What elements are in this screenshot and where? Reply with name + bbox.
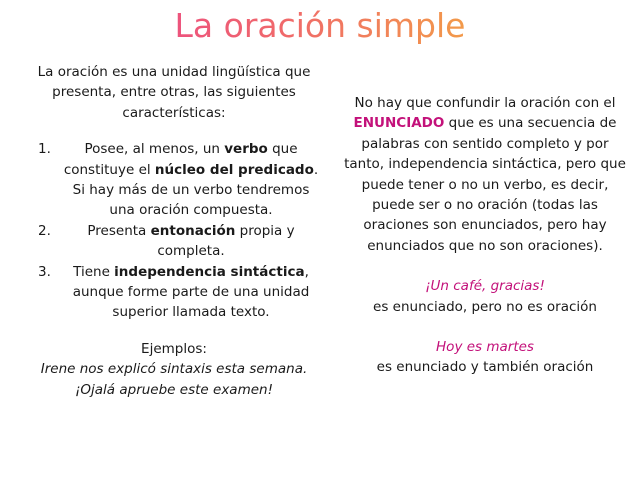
page-title: La oración simple xyxy=(0,4,640,48)
list-item xyxy=(24,221,324,262)
example-sentence: ¡Ojalá apruebe este examen! xyxy=(74,381,274,398)
bold-term: independencia sintáctica xyxy=(114,263,305,280)
example-note: es enunciado, pero no es oración xyxy=(373,298,597,315)
enunciado-term: ENUNCIADO xyxy=(353,115,445,132)
left-column xyxy=(24,62,324,400)
example-sentence: Hoy es martes xyxy=(436,339,534,356)
enunciado-paragraph xyxy=(340,93,630,256)
intro-paragraph: La oración es una unidad lingüística que presenta, entre otras, las siguientes características: xyxy=(37,64,311,121)
right-column xyxy=(340,93,630,378)
bold-term: núcleo del predicado xyxy=(154,161,314,178)
list-number: 3. xyxy=(38,263,51,280)
example-sentence: ¡Un café, gracias! xyxy=(425,278,545,295)
paragraph-text: No hay que confundir la oración con el xyxy=(354,95,616,111)
list-number: 2. xyxy=(38,222,51,239)
list-text: . Si hay más de un verbo tendremos una oración compuesta. xyxy=(72,161,319,219)
list-text: propia y completa. xyxy=(157,222,295,260)
characteristics-list xyxy=(24,139,324,323)
list-text: Tiene xyxy=(73,263,115,280)
examples-label: Ejemplos: xyxy=(141,340,207,357)
list-item xyxy=(24,139,324,221)
bold-term: verbo xyxy=(224,141,268,158)
list-text: Posee, al menos, un xyxy=(84,141,225,158)
example-sentence: Irene nos explicó sintaxis esta semana. xyxy=(40,361,308,378)
list-number: 1. xyxy=(38,141,51,158)
example-note: es enunciado y también oración xyxy=(376,359,594,376)
paragraph-text: que es una secuencia de palabras con sentido completo y por tanto, independencia sintáctica, pero que puede tener o no un verbo, es decir, puede ser o no oración (todas las oraciones son enunciados, pero hay enunciados que no son oraciones). xyxy=(344,115,626,254)
list-text: Presenta xyxy=(87,222,151,239)
list-text: , aunque forme parte de una unidad superior llamada texto. xyxy=(72,263,310,321)
list-item xyxy=(24,262,324,323)
bold-term: entonación xyxy=(150,222,236,239)
list-text: que constituye el xyxy=(63,141,298,178)
